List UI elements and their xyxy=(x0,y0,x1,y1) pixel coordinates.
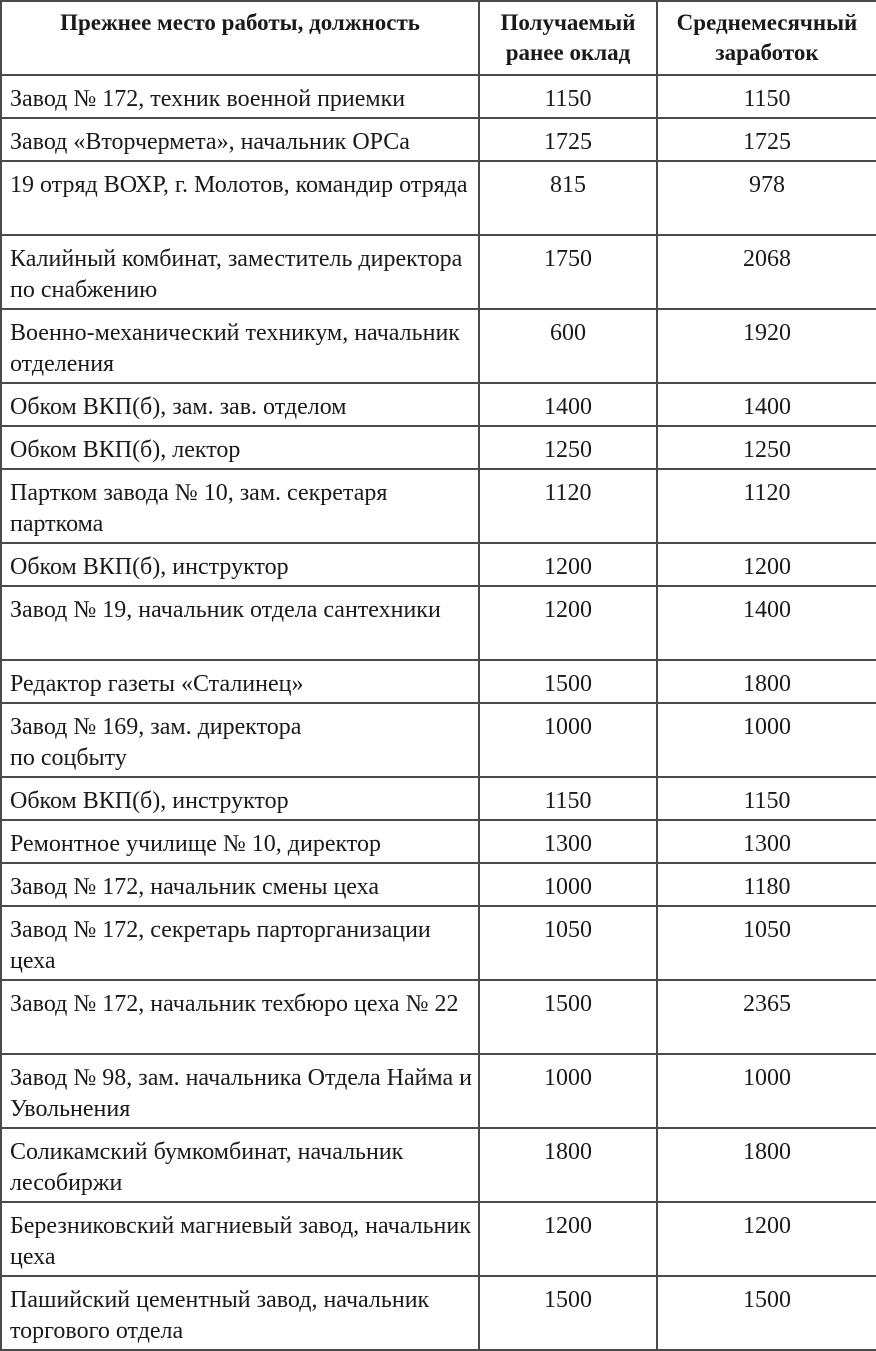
cell-average: 1800 xyxy=(657,660,876,703)
cell-average: 1250 xyxy=(657,426,876,469)
cell-salary: 1500 xyxy=(479,980,657,1054)
table-row xyxy=(1,309,876,383)
cell-average: 1000 xyxy=(657,703,876,777)
cell-position: Пашийский цементный завод, начальник торгового отдела xyxy=(1,1276,479,1350)
cell-salary: 600 xyxy=(479,309,657,383)
cell-salary: 1250 xyxy=(479,426,657,469)
table-row xyxy=(1,161,876,235)
cell-salary: 1400 xyxy=(479,383,657,426)
cell-average: 1800 xyxy=(657,1128,876,1202)
cell-position: Завод № 172, начальник смены цеха xyxy=(1,863,479,906)
cell-salary: 1200 xyxy=(479,586,657,660)
cell-average: 1150 xyxy=(657,777,876,820)
cell-position: Калийный комбинат, заместитель директора по снабжению xyxy=(1,235,479,309)
table-row xyxy=(1,75,876,118)
table-row xyxy=(1,426,876,469)
cell-salary: 1000 xyxy=(479,863,657,906)
cell-salary: 815 xyxy=(479,161,657,235)
table-row xyxy=(1,906,876,980)
table-row xyxy=(1,820,876,863)
cell-salary: 1150 xyxy=(479,777,657,820)
cell-salary: 1800 xyxy=(479,1128,657,1202)
cell-salary: 1500 xyxy=(479,660,657,703)
table-row xyxy=(1,383,876,426)
cell-position: Соликамский бумкомбинат, начальник лесобиржи xyxy=(1,1128,479,1202)
cell-average: 1120 xyxy=(657,469,876,543)
cell-salary: 1725 xyxy=(479,118,657,161)
cell-position: Партком завода № 10, зам. секретаря парткома xyxy=(1,469,479,543)
header-position: Прежнее место работы, должность xyxy=(1,1,479,75)
cell-average: 1920 xyxy=(657,309,876,383)
cell-position: Обком ВКП(б), инструктор xyxy=(1,777,479,820)
cell-position: Военно-механический техникум, начальник отделения xyxy=(1,309,479,383)
table-row xyxy=(1,235,876,309)
table-row xyxy=(1,1128,876,1202)
table-row xyxy=(1,660,876,703)
table-row xyxy=(1,469,876,543)
table-row xyxy=(1,980,876,1054)
table-row xyxy=(1,118,876,161)
cell-average: 1050 xyxy=(657,906,876,980)
cell-average: 2365 xyxy=(657,980,876,1054)
table-row xyxy=(1,703,876,777)
cell-salary: 1500 xyxy=(479,1276,657,1350)
cell-position: Завод № 172, начальник техбюро цеха № 22 xyxy=(1,980,479,1054)
cell-average: 1150 xyxy=(657,75,876,118)
cell-average: 1200 xyxy=(657,1202,876,1276)
cell-position: Завод № 172, секретарь парторганизации цеха xyxy=(1,906,479,980)
cell-average: 1300 xyxy=(657,820,876,863)
cell-average: 1400 xyxy=(657,383,876,426)
cell-salary: 1200 xyxy=(479,543,657,586)
table-row xyxy=(1,1276,876,1350)
header-salary: Получаемый ранее оклад xyxy=(479,1,657,75)
cell-position: 19 отряд ВОХР, г. Молотов, командир отряда xyxy=(1,161,479,235)
table-row xyxy=(1,777,876,820)
table-row xyxy=(1,1202,876,1276)
cell-average: 1200 xyxy=(657,543,876,586)
cell-average: 1180 xyxy=(657,863,876,906)
cell-salary: 1750 xyxy=(479,235,657,309)
table-row xyxy=(1,1054,876,1128)
cell-salary: 1150 xyxy=(479,75,657,118)
cell-position: Березниковский магниевый завод, начальник цеха xyxy=(1,1202,479,1276)
cell-salary: 1300 xyxy=(479,820,657,863)
cell-position: Обком ВКП(б), инструктор xyxy=(1,543,479,586)
cell-position: Редактор газеты «Сталинец» xyxy=(1,660,479,703)
cell-average: 1000 xyxy=(657,1054,876,1128)
table-row xyxy=(1,543,876,586)
cell-average: 1400 xyxy=(657,586,876,660)
cell-position: Завод № 19, начальник отдела сантехники xyxy=(1,586,479,660)
cell-position: Завод № 169, зам. директора по соцбыту xyxy=(1,703,479,777)
cell-salary: 1050 xyxy=(479,906,657,980)
cell-salary: 1000 xyxy=(479,703,657,777)
cell-salary: 1000 xyxy=(479,1054,657,1128)
cell-position: Ремонтное училище № 10, директор xyxy=(1,820,479,863)
cell-position: Завод № 172, техник военной приемки xyxy=(1,75,479,118)
cell-position: Завод «Вторчермета», начальник ОРСа xyxy=(1,118,479,161)
table-row xyxy=(1,586,876,660)
cell-position: Обком ВКП(б), лектор xyxy=(1,426,479,469)
header-row xyxy=(1,1,876,75)
cell-salary: 1120 xyxy=(479,469,657,543)
cell-position: Обком ВКП(б), зам. зав. отделом xyxy=(1,383,479,426)
cell-average: 978 xyxy=(657,161,876,235)
table-row xyxy=(1,863,876,906)
cell-salary: 1200 xyxy=(479,1202,657,1276)
cell-average: 2068 xyxy=(657,235,876,309)
cell-average: 1725 xyxy=(657,118,876,161)
cell-average: 1500 xyxy=(657,1276,876,1350)
cell-position: Завод № 98, зам. начальника Отдела Найма и Увольнения xyxy=(1,1054,479,1128)
header-average: Среднемесячный заработок xyxy=(657,1,876,75)
